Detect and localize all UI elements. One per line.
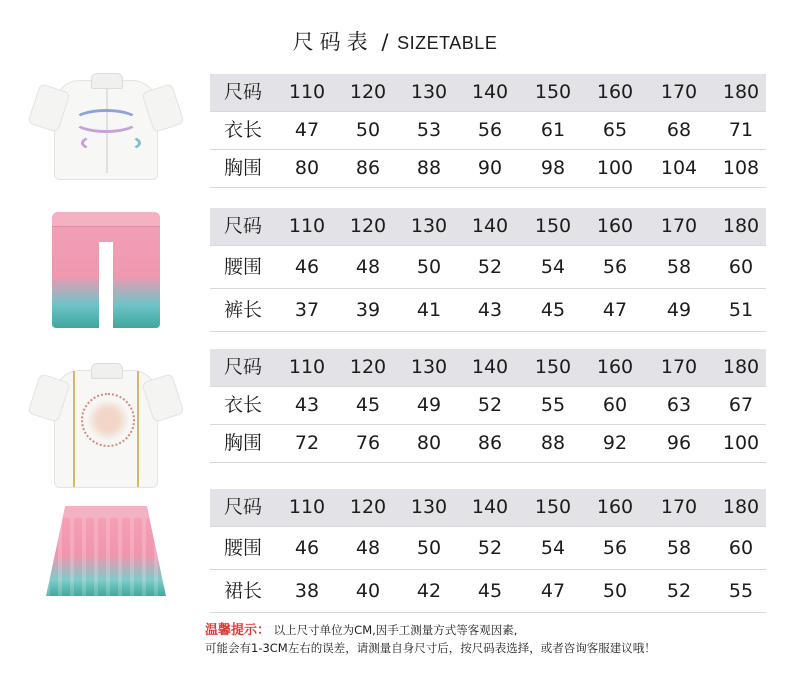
header-cell: 110 [288,81,326,103]
table-cell: 52 [666,580,692,602]
size-table-shirt-2 [210,349,766,463]
note-text-2: 可能会有1-3CM左右的误差，请测量自身尺寸后，按尺码表选择，或者咨询客服建议哦！ [205,641,656,655]
table-cell: 67 [728,394,754,416]
table-cell: 60 [728,537,754,559]
header-cell: 110 [288,496,326,518]
table-cell: 58 [666,537,692,559]
title-slash: / [381,30,390,54]
table-cell: 47 [294,119,320,141]
table-cell: 58 [666,256,692,278]
header-cell: 110 [288,356,326,378]
table-header-row [210,208,766,246]
header-cell: 160 [596,356,634,378]
table-header-row [210,349,766,387]
table-cell: 90 [477,157,503,179]
table-cell: 60 [728,256,754,278]
table-cell: 100 [722,432,760,454]
header-cell: 130 [410,81,448,103]
header-cell: 120 [349,215,387,237]
header-cell: 120 [349,496,387,518]
header-cell: 130 [410,356,448,378]
header-cell: 150 [534,356,572,378]
table-cell: 61 [540,119,566,141]
table-cell: 88 [540,432,566,454]
note-line-1 [205,619,517,638]
table-cell: 41 [416,299,442,321]
table-cell: 46 [294,537,320,559]
header-cell: 180 [722,81,760,103]
table-cell: 42 [416,580,442,602]
table-cell: 56 [602,256,628,278]
header-cell: 140 [471,215,509,237]
table-cell: 38 [294,580,320,602]
product-image-shirt-1 [44,62,168,180]
table-row [210,527,766,570]
table-cell: 63 [666,394,692,416]
header-cell: 180 [722,496,760,518]
table-cell: 52 [477,256,503,278]
table-cell: 56 [602,537,628,559]
table-cell: 71 [728,119,754,141]
header-cell: 170 [660,215,698,237]
row-label: 腰围 [223,537,262,559]
header-label: 尺码 [223,356,262,378]
title-en: SIZETABLE [397,33,498,53]
header-cell: 170 [660,81,698,103]
header-cell: 170 [660,356,698,378]
table-header-row [210,489,766,527]
table-cell: 53 [416,119,442,141]
table-cell: 54 [540,256,566,278]
header-cell: 130 [410,215,448,237]
table-cell: 55 [540,394,566,416]
header-cell: 150 [534,496,572,518]
row-label: 裙长 [223,580,262,602]
table-cell: 60 [602,394,628,416]
table-row [210,387,766,425]
table-cell: 50 [416,256,442,278]
row-label: 衣长 [223,119,262,141]
header-cell: 140 [471,356,509,378]
size-table-shorts [210,208,766,332]
table-cell: 86 [355,157,381,179]
title-cn: 尺码表 [292,30,374,54]
header-cell: 110 [288,215,326,237]
table-cell: 43 [477,299,503,321]
table-cell: 52 [477,537,503,559]
header-cell: 130 [410,496,448,518]
table-cell: 37 [294,299,320,321]
table-cell: 49 [416,394,442,416]
table-cell: 86 [477,432,503,454]
table-row [210,112,766,150]
header-label: 尺码 [223,215,262,237]
table-cell: 45 [540,299,566,321]
header-cell: 160 [596,215,634,237]
header-cell: 180 [722,356,760,378]
page-title [0,26,790,56]
table-cell: 47 [602,299,628,321]
header-cell: 120 [349,81,387,103]
product-image-skirt [44,500,168,600]
table-cell: 43 [294,394,320,416]
header-cell: 180 [722,215,760,237]
note-line-2 [205,640,656,656]
table-cell: 56 [477,119,503,141]
table-cell: 48 [355,256,381,278]
table-cell: 52 [477,394,503,416]
table-cell: 50 [355,119,381,141]
table-row [210,570,766,613]
table-header-row [210,74,766,112]
table-cell: 55 [728,580,754,602]
note-warning: 温馨提示： [205,623,271,638]
row-label: 胸围 [223,157,262,179]
header-cell: 150 [534,81,572,103]
table-cell: 50 [416,537,442,559]
table-cell: 108 [722,157,760,179]
table-cell: 72 [294,432,320,454]
table-row [210,289,766,332]
header-label: 尺码 [223,496,262,518]
header-cell: 160 [596,81,634,103]
table-cell: 49 [666,299,692,321]
table-cell: 40 [355,580,381,602]
header-label: 尺码 [223,81,262,103]
table-cell: 39 [355,299,381,321]
table-row [210,246,766,289]
table-cell: 92 [602,432,628,454]
table-cell: 45 [477,580,503,602]
table-cell: 65 [602,119,628,141]
row-label: 衣长 [223,394,262,416]
table-row [210,425,766,463]
product-image-shirt-2 [44,348,168,488]
header-cell: 160 [596,496,634,518]
product-image-shorts [44,206,168,332]
table-row [210,150,766,188]
table-cell: 80 [294,157,320,179]
size-table-skirt [210,489,766,613]
table-cell: 88 [416,157,442,179]
row-label: 胸围 [223,432,262,454]
table-cell: 50 [602,580,628,602]
note-text-1: 以上尺寸单位为CM,因手工测量方式等客观因素, [273,623,518,637]
table-cell: 100 [596,157,634,179]
table-cell: 46 [294,256,320,278]
row-label: 裤长 [223,299,262,321]
header-cell: 120 [349,356,387,378]
table-cell: 104 [660,157,698,179]
table-cell: 54 [540,537,566,559]
table-cell: 96 [666,432,692,454]
header-cell: 170 [660,496,698,518]
table-cell: 51 [728,299,754,321]
table-cell: 76 [355,432,381,454]
size-table-shirt-1 [210,74,766,188]
table-cell: 80 [416,432,442,454]
table-cell: 98 [540,157,566,179]
header-cell: 140 [471,81,509,103]
header-cell: 150 [534,215,572,237]
table-cell: 45 [355,394,381,416]
table-cell: 68 [666,119,692,141]
row-label: 腰围 [223,256,262,278]
header-cell: 140 [471,496,509,518]
table-cell: 48 [355,537,381,559]
table-cell: 47 [540,580,566,602]
